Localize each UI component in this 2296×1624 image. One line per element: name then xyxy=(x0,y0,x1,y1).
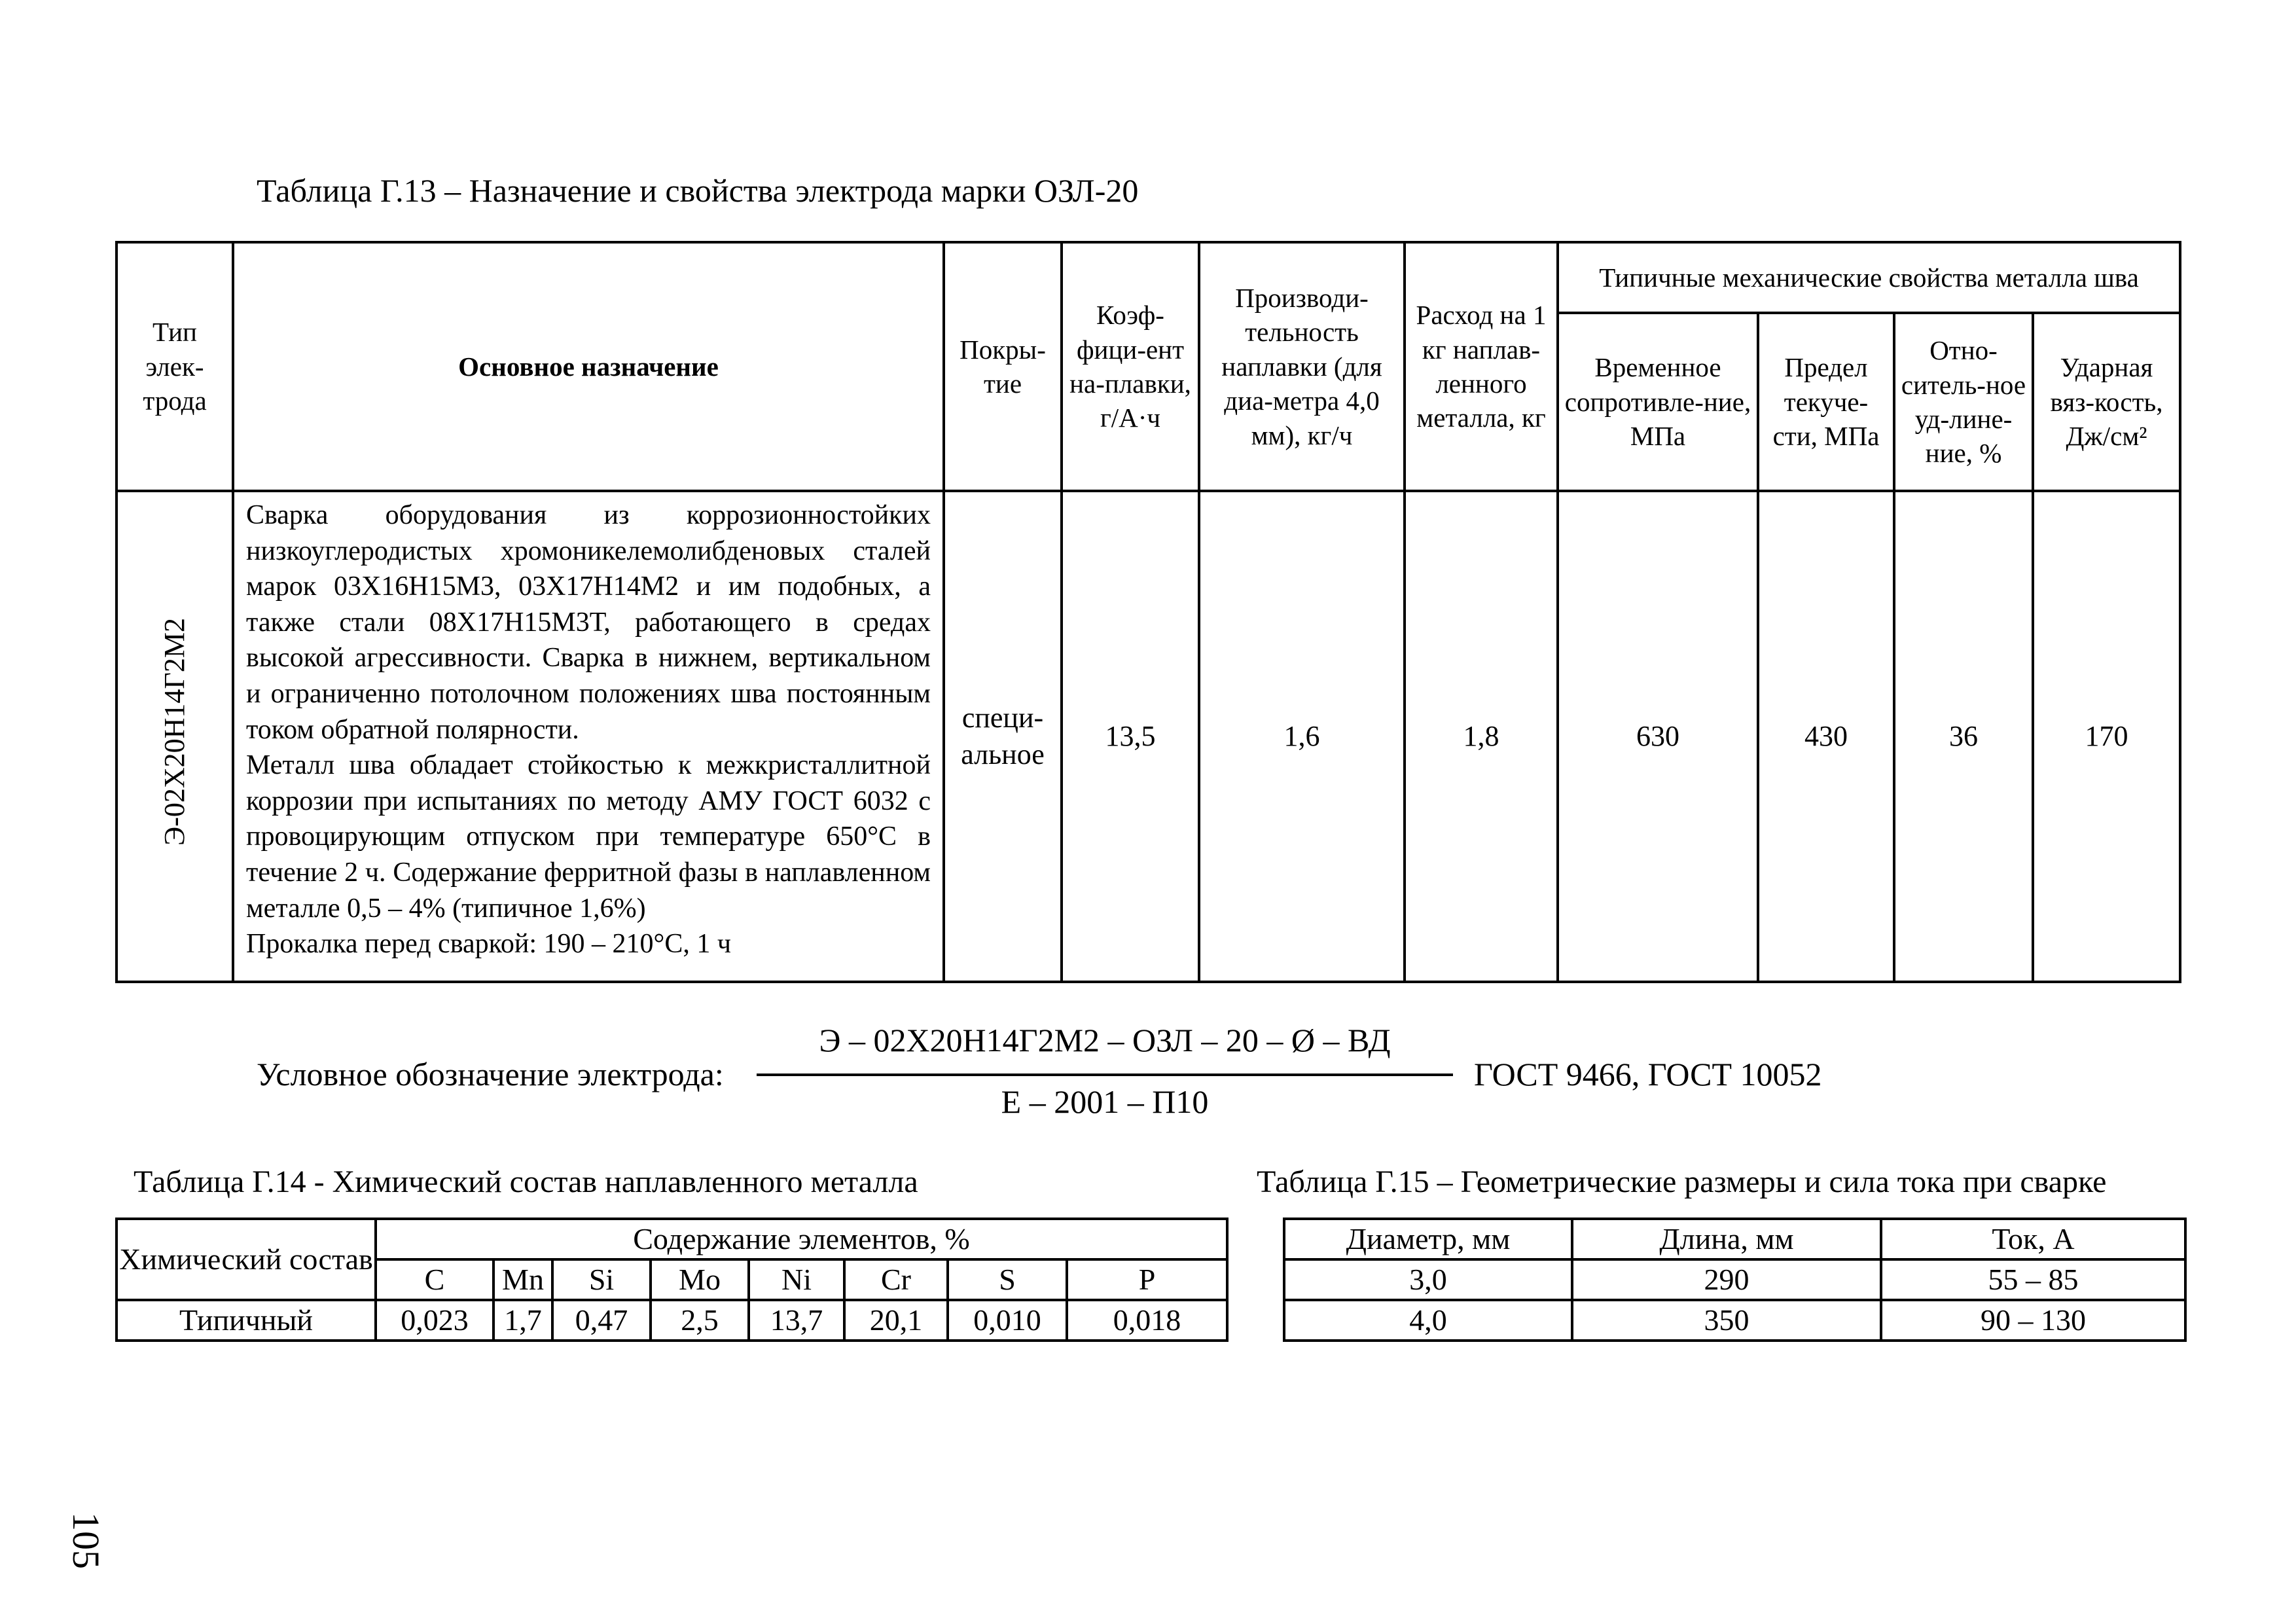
cell-tensile: 630 xyxy=(1558,491,1758,982)
designation-standards: ГОСТ 9466, ГОСТ 10052 xyxy=(1474,1056,1822,1092)
t14-element-cr: Cr xyxy=(844,1259,948,1300)
header-type: Тип элек-трода xyxy=(117,242,233,491)
t15-cell: 55 – 85 xyxy=(1881,1259,2185,1300)
t14-header-group: Содержание элементов, % xyxy=(376,1219,1227,1259)
t14-element-ni: Ni xyxy=(749,1259,844,1300)
header-purpose: Основное назначение xyxy=(233,242,944,491)
t14-element-si: Si xyxy=(552,1259,651,1300)
t15-cell: 290 xyxy=(1572,1259,1881,1300)
cell-consumption: 1,8 xyxy=(1405,491,1558,982)
t14-element-mo: Mo xyxy=(651,1259,749,1300)
t14-value-si: 0,47 xyxy=(552,1300,651,1341)
designation-numerator: Э – 02Х20Н14Г2М2 – ОЗЛ – 20 – Ø – ВД xyxy=(819,1022,1391,1058)
t14-value-mn: 1,7 xyxy=(493,1300,552,1341)
cell-productivity: 1,6 xyxy=(1199,491,1405,982)
table15-caption: Таблица Г.15 – Геометрические размеры и сила тока при сварке xyxy=(1257,1164,2107,1199)
t15-header-0: Диаметр, мм xyxy=(1284,1219,1572,1259)
t15-cell: 90 – 130 xyxy=(1881,1300,2185,1341)
t14-header-composition: Химический состав xyxy=(117,1219,376,1300)
header-coefficient: Коэф-фици-ент на-плавки, г/А·ч xyxy=(1062,242,1199,491)
table-row xyxy=(1284,1300,2185,1341)
designation-label: Условное обозначение электрода: xyxy=(257,1056,724,1092)
designation-fraction-line xyxy=(757,1074,1453,1076)
cell-impact: 170 xyxy=(2033,491,2180,982)
t14-row-label: Типичный xyxy=(117,1300,376,1341)
t14-value-mo: 2,5 xyxy=(651,1300,749,1341)
header-productivity: Производи-тельность наплавки (для диа-метра 4,0 мм), кг/ч xyxy=(1199,242,1405,491)
header-elongation: Отно-ситель-ное уд-лине-ние, % xyxy=(1894,313,2033,491)
table13 xyxy=(115,241,2181,983)
t14-element-mn: Mn xyxy=(493,1259,552,1300)
cell-coefficient: 13,5 xyxy=(1062,491,1199,982)
table15 xyxy=(1283,1218,2187,1342)
cell-yield: 430 xyxy=(1758,491,1894,982)
header-yield: Предел текуче-сти, МПа xyxy=(1758,313,1894,491)
t14-element-s: S xyxy=(948,1259,1067,1300)
purpose-paragraph-1: Сварка оборудования из коррозионностойких низкоуглеродистых хромоникелемолибденовых сталей марок 03Х16Н15М3, 03Х17Н14М2 и им подобных, а также стали 08Х17Н15М3Т, работающего в средах высокой агрессивности. Сварка в нижнем, вертикальном и ограниченно потолочном положениях шва постоянным током обратной полярности. xyxy=(246,500,931,745)
page-number: 105 xyxy=(65,1512,107,1569)
t14-value-cr: 20,1 xyxy=(844,1300,948,1341)
header-coating: Покры-тие xyxy=(944,242,1062,491)
table14 xyxy=(115,1218,1229,1342)
t14-element-c: C xyxy=(376,1259,493,1300)
table-row xyxy=(1284,1259,2185,1300)
t15-cell: 350 xyxy=(1572,1300,1881,1341)
header-tensile: Временное сопротивле-ние, МПа xyxy=(1558,313,1758,491)
t14-element-p: P xyxy=(1067,1259,1227,1300)
t15-cell: 3,0 xyxy=(1284,1259,1572,1300)
t15-header-1: Длина, мм xyxy=(1572,1219,1881,1259)
table13-caption: Таблица Г.13 – Назначение и свойства электрода марки ОЗЛ-20 xyxy=(257,172,1139,209)
t14-value-c: 0,023 xyxy=(376,1300,493,1341)
t15-header-2: Ток, А xyxy=(1881,1219,2185,1259)
cell-coating: специ-альное xyxy=(944,491,1062,982)
purpose-paragraph-2: Металл шва обладает стойкостью к межкристаллитной коррозии при испытаниях по методу АМУ ГОСТ 6032 с провоцирующим отпуском при температуре 650°С в течение 2 ч. Содержание ферритной фазы в наплавленном металле 0,5 – 4% (типичное 1,6%) xyxy=(246,750,931,924)
designation-denominator: Е – 2001 – П10 xyxy=(1001,1083,1209,1120)
t14-value-s: 0,010 xyxy=(948,1300,1067,1341)
header-mechanical-group: Типичные механические свойства металла шва xyxy=(1558,242,2180,313)
cell-elongation: 36 xyxy=(1894,491,2033,982)
header-impact: Ударная вяз-кость, Дж/см² xyxy=(2033,313,2180,491)
purpose-paragraph-3: Прокалка перед сваркой: 190 – 210°С, 1 ч xyxy=(246,929,731,960)
t14-value-ni: 13,7 xyxy=(749,1300,844,1341)
t14-value-p: 0,018 xyxy=(1067,1300,1227,1341)
header-consumption: Расход на 1 кг наплав-ленного металла, кг xyxy=(1405,242,1558,491)
t15-cell: 4,0 xyxy=(1284,1300,1572,1341)
table14-caption: Таблица Г.14 - Химический состав наплавленного металла xyxy=(134,1164,918,1199)
cell-purpose xyxy=(233,491,944,982)
cell-type: Э-02Х20Н14Г2М2 xyxy=(117,491,233,982)
